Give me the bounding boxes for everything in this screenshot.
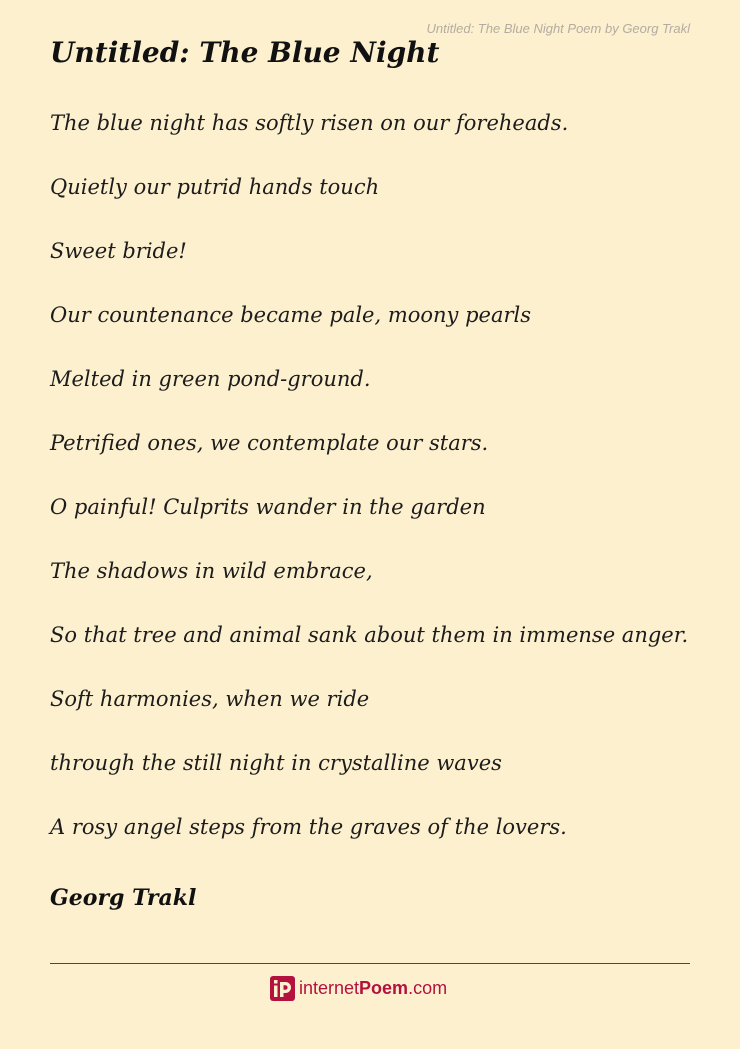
poem-title: Untitled: The Blue Night bbox=[50, 36, 440, 69]
brand-bold: Poem bbox=[359, 977, 409, 998]
poem-line: The shadows in wild embrace, bbox=[50, 559, 373, 583]
poem-line: Melted in green pond-ground. bbox=[50, 367, 371, 391]
poem-line: Petrified ones, we contemplate our stars. bbox=[50, 431, 489, 455]
poem-line: Soft harmonies, when we ride bbox=[50, 687, 370, 711]
poem-body bbox=[50, 105, 710, 873]
brand-suffix: .com bbox=[408, 977, 448, 998]
internetpoem-brand-link[interactable] bbox=[270, 975, 447, 1001]
footer-divider bbox=[50, 963, 690, 964]
poem-author: Georg Trakl bbox=[50, 885, 197, 911]
poem-line: O painful! Culprits wander in the garden bbox=[50, 495, 486, 519]
poem-line: Sweet bride! bbox=[50, 239, 187, 263]
brand-prefix: internet bbox=[299, 977, 360, 998]
poem-line: Our countenance became pale, moony pearls bbox=[50, 303, 532, 327]
internetpoem-logo-icon bbox=[270, 976, 295, 1001]
poem-line: So that tree and animal sank about them in immense anger. bbox=[50, 623, 689, 647]
poem-line: Quietly our putrid hands touch bbox=[50, 175, 380, 199]
header-credit: Untitled: The Blue Night Poem by Georg Trakl bbox=[426, 21, 690, 36]
poem-line: through the still night in crystalline waves bbox=[50, 751, 502, 775]
poem-line: A rosy angel steps from the graves of the lovers. bbox=[50, 815, 567, 839]
poem-line: The blue night has softly risen on our foreheads. bbox=[50, 111, 569, 135]
brand-name bbox=[299, 978, 447, 999]
